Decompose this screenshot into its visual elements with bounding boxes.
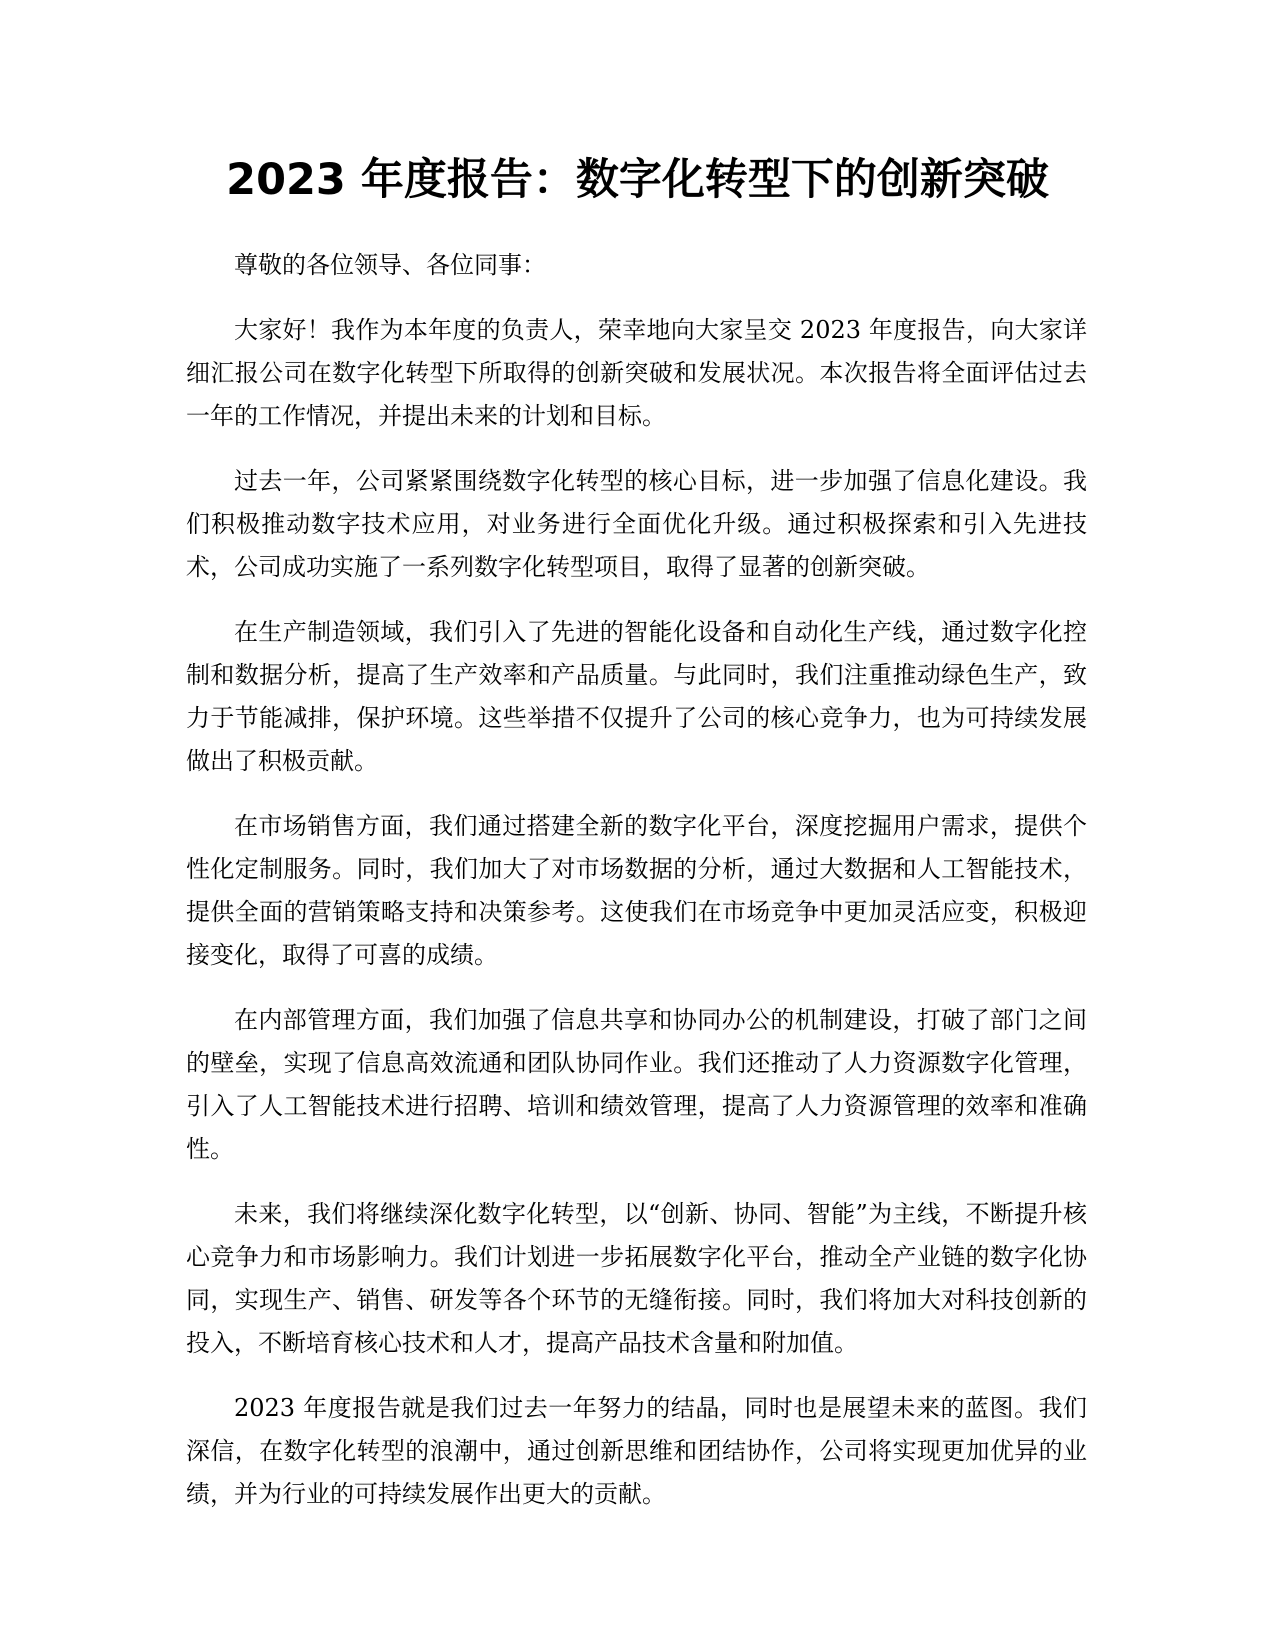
document-body (186, 244, 1087, 1538)
paragraph-5: 在内部管理方面，我们加强了信息共享和协同办公的机制建设，打破了部门之间的壁垒，实现了信息高效流通和团队协同作业。我们还推动了人力资源数字化管理，引入了人工智能技术进行招聘、培训和绩效管理，提高了人力资源管理的效率和准确性。 (186, 1006, 1087, 1163)
paragraph-3: 在生产制造领域，我们引入了先进的智能化设备和自动化生产线，通过数字化控制和数据分析，提高了生产效率和产品质量。与此同时，我们注重推动绿色生产，致力于节能减排，保护环境。这些举措不仅提升了公司的核心竞争力，也为可持续发展做出了积极贡献。 (186, 618, 1087, 775)
paragraph-4: 在市场销售方面，我们通过搭建全新的数字化平台，深度挖掘用户需求，提供个性化定制服务。同时，我们加大了对市场数据的分析，通过大数据和人工智能技术，提供全面的营销策略支持和决策参考。这使我们在市场竞争中更加灵活应变，积极迎接变化，取得了可喜的成绩。 (186, 812, 1087, 969)
paragraph-1: 大家好！我作为本年度的负责人，荣幸地向大家呈交 2023 年度报告，向大家详细汇报公司在数字化转型下所取得的创新突破和发展状况。本次报告将全面评估过去一年的工作情况，并提出未来的计划和目标。 (186, 316, 1087, 430)
paragraph-7: 2023 年度报告就是我们过去一年努力的结晶，同时也是展望未来的蓝图。我们深信，在数字化转型的浪潮中，通过创新思维和团结协作，公司将实现更加优异的业绩，并为行业的可持续发展作出更大的贡献。 (186, 1394, 1087, 1508)
paragraph-6: 未来，我们将继续深化数字化转型，以“创新、协同、智能”为主线，不断提升核心竞争力和市场影响力。我们计划进一步拓展数字化平台，推动全产业链的数字化协同，实现生产、销售、研发等各个环节的无缝衔接。同时，我们将加大对科技创新的投入，不断培育核心技术和人才，提高产品技术含量和附加值。 (186, 1200, 1087, 1357)
salutation: 尊敬的各位领导、各位同事： (234, 251, 546, 279)
document-title: 2023 年度报告：数字化转型下的创新突破 (226, 155, 1049, 205)
paragraph-2: 过去一年，公司紧紧围绕数字化转型的核心目标，进一步加强了信息化建设。我们积极推动数字技术应用，对业务进行全面优化升级。通过积极探索和引入先进技术，公司成功实施了一系列数字化转型项目，取得了显著的创新突破。 (186, 467, 1087, 581)
